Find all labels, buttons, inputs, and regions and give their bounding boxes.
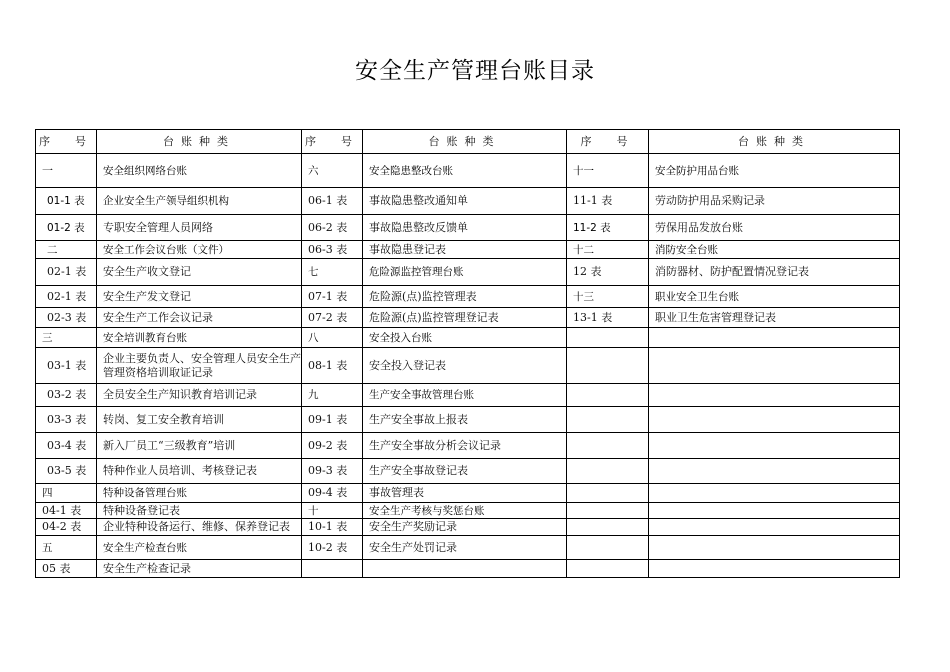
seq-cell: 八 [302,328,363,348]
ledger-name-cell [649,519,900,536]
table-row [36,286,900,308]
table-row [36,215,900,241]
ledger-name-cell: 消防安全台账 [649,241,900,259]
header-kind: 台账种类 [363,130,567,154]
table-row [36,241,900,259]
ledger-name-cell: 转岗、复工安全教育培训 [97,407,302,433]
ledger-name-cell: 劳动防护用品采购记录 [649,188,900,215]
ledger-name-cell: 安全生产发文登记 [97,286,302,308]
ledger-name-cell: 安全生产检查记录 [97,560,302,578]
seq-cell: 十 [302,503,363,519]
ledger-name-cell: 危险源(点)监控管理登记表 [363,308,567,328]
ledger-name-cell: 安全投入台账 [363,328,567,348]
seq-cell: 02-1 表 [36,286,97,308]
seq-cell [567,519,649,536]
ledger-name-cell [649,433,900,459]
ledger-name-cell: 生产安全事故分析会议记录 [363,433,567,459]
ledger-name-cell: 特种设备登记表 [97,503,302,519]
ledger-name-cell: 专职安全管理人员网络 [97,215,302,241]
table-row [36,484,900,503]
seq-cell: 02-3 表 [36,308,97,328]
seq-cell: 11-1 表 [567,188,649,215]
seq-cell [567,328,649,348]
seq-cell: 09-2 表 [302,433,363,459]
seq-cell: 09-3 表 [302,459,363,484]
seq-cell: 十二 [567,241,649,259]
table-row [36,560,900,578]
seq-cell [567,433,649,459]
ledger-catalog-table [35,129,900,578]
ledger-name-cell: 特种设备管理台账 [97,484,302,503]
header-kind: 台账种类 [649,130,900,154]
ledger-name-cell: 安全投入登记表 [363,348,567,384]
ledger-name-cell: 安全生产处罚记录 [363,536,567,560]
seq-cell: 08-1 表 [302,348,363,384]
seq-cell: 06-2 表 [302,215,363,241]
seq-cell: 十三 [567,286,649,308]
seq-cell: 03-1 表 [36,348,97,384]
table-row [36,536,900,560]
seq-cell [567,348,649,384]
seq-cell: 十一 [567,154,649,188]
table-row [36,154,900,188]
ledger-name-cell: 事故隐患整改反馈单 [363,215,567,241]
ledger-name-cell [649,328,900,348]
ledger-name-cell [649,407,900,433]
seq-cell: 03-4 表 [36,433,97,459]
seq-cell: 06-1 表 [302,188,363,215]
ledger-name-cell: 新入厂员工“三级教育”培训 [97,433,302,459]
table-row [36,459,900,484]
table-row [36,503,900,519]
ledger-name-cell [649,560,900,578]
ledger-name-cell [649,484,900,503]
seq-cell: 03-3 表 [36,407,97,433]
header-seq: 序 号 [36,130,97,154]
table-row [36,384,900,407]
ledger-name-cell: 安全工作会议台账（文件） [97,241,302,259]
ledger-name-cell: 危险源(点)监控管理表 [363,286,567,308]
seq-cell [302,560,363,578]
ledger-name-cell: 生产安全事故登记表 [363,459,567,484]
ledger-name-cell: 安全生产奖励记录 [363,519,567,536]
seq-cell: 九 [302,384,363,407]
ledger-name-cell: 全员安全生产知识教育培训记录 [97,384,302,407]
seq-cell: 六 [302,154,363,188]
seq-cell: 13-1 表 [567,308,649,328]
seq-cell: 三 [36,328,97,348]
ledger-name-cell: 安全防护用品台账 [649,154,900,188]
ledger-name-cell [649,384,900,407]
seq-cell: 12 表 [567,259,649,286]
ledger-name-cell: 安全培训教育台账 [97,328,302,348]
seq-cell [567,484,649,503]
seq-cell [567,503,649,519]
table-row [36,188,900,215]
ledger-name-cell: 生产安全事故上报表 [363,407,567,433]
ledger-name-cell: 劳保用品发放台账 [649,215,900,241]
table-row [36,433,900,459]
ledger-name-cell: 企业安全生产领导组织机构 [97,188,302,215]
seq-cell: 七 [302,259,363,286]
seq-cell: 10-2 表 [302,536,363,560]
table-row [36,259,900,286]
ledger-name-cell: 安全生产检查台账 [97,536,302,560]
seq-cell [567,384,649,407]
seq-cell: 四 [36,484,97,503]
header-kind: 台账种类 [97,130,302,154]
ledger-name-cell: 事故管理表 [363,484,567,503]
seq-cell: 01-2 表 [36,215,97,241]
seq-cell: 03-5 表 [36,459,97,484]
seq-cell: 05 表 [36,560,97,578]
ledger-name-cell: 特种作业人员培训、考核登记表 [97,459,302,484]
seq-cell: 04-2 表 [36,519,97,536]
table-row [36,328,900,348]
seq-cell: 03-2 表 [36,384,97,407]
ledger-name-cell: 职业卫生危害管理登记表 [649,308,900,328]
ledger-name-cell: 安全生产收文登记 [97,259,302,286]
header-seq: 序 号 [567,130,649,154]
page-title: 安全生产管理台账目录 [355,58,595,84]
seq-cell: 五 [36,536,97,560]
ledger-name-cell [649,348,900,384]
ledger-name-cell: 企业主要负责人、安全管理人员安全生产管理资格培训取证记录 [97,348,302,384]
seq-cell: 07-1 表 [302,286,363,308]
ledger-name-cell: 安全隐患整改台账 [363,154,567,188]
seq-cell [567,560,649,578]
header-seq: 序 号 [302,130,363,154]
ledger-name-cell: 事故隐患登记表 [363,241,567,259]
seq-cell: 01-1 表 [36,188,97,215]
ledger-name-cell [649,459,900,484]
ledger-name-cell: 企业特种设备运行、维修、保养登记表 [97,519,302,536]
header-row [36,130,900,154]
ledger-name-cell [363,560,567,578]
ledger-name-cell: 事故隐患整改通知单 [363,188,567,215]
seq-cell [567,459,649,484]
seq-cell: 06-3 表 [302,241,363,259]
ledger-name-cell [649,536,900,560]
table-row [36,519,900,536]
ledger-name-cell: 消防器材、防护配置情况登记表 [649,259,900,286]
seq-cell [567,407,649,433]
ledger-name-cell: 安全生产考核与奖惩台账 [363,503,567,519]
table-row [36,348,900,384]
seq-cell: 04-1 表 [36,503,97,519]
seq-cell: 09-4 表 [302,484,363,503]
seq-cell: 09-1 表 [302,407,363,433]
ledger-name-cell: 职业安全卫生台账 [649,286,900,308]
ledger-name-cell: 安全生产工作会议记录 [97,308,302,328]
ledger-name-cell: 危险源监控管理台账 [363,259,567,286]
seq-cell: 10-1 表 [302,519,363,536]
seq-cell: 一 [36,154,97,188]
seq-cell: 07-2 表 [302,308,363,328]
seq-cell: 二 [36,241,97,259]
seq-cell: 11-2 表 [567,215,649,241]
table-row [36,407,900,433]
ledger-name-cell [649,503,900,519]
seq-cell: 02-1 表 [36,259,97,286]
ledger-name-cell: 生产安全事故管理台账 [363,384,567,407]
seq-cell [567,536,649,560]
table-row [36,308,900,328]
ledger-name-cell: 安全组织网络台账 [97,154,302,188]
